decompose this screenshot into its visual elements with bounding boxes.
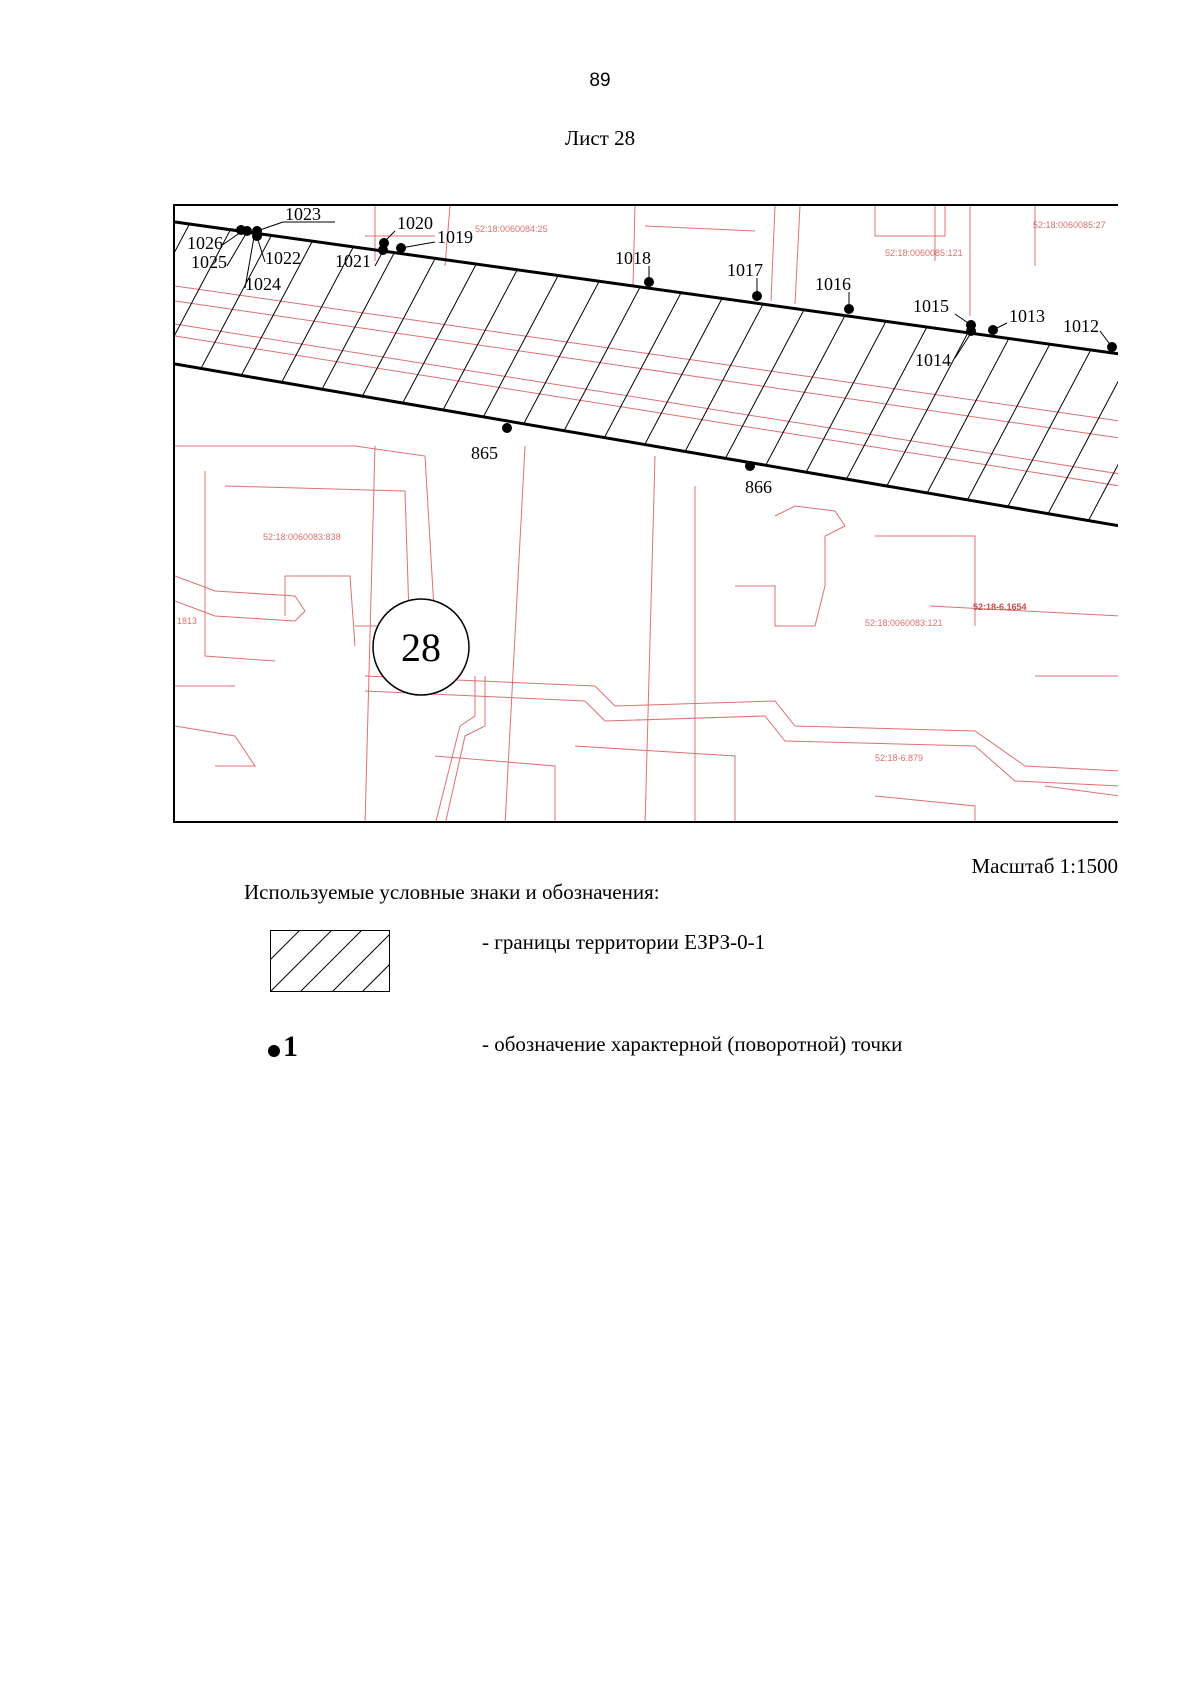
svg-text:865: 865	[471, 443, 498, 463]
svg-text:28: 28	[401, 625, 441, 670]
svg-text:1019: 1019	[437, 227, 473, 247]
hatch-line	[459, 206, 639, 546]
sheet-badge	[373, 599, 469, 695]
legend-point-text: - обозначение характерной (поворотной) точки	[482, 1032, 903, 1056]
legend-point-number: 1	[283, 1030, 298, 1063]
point-1014	[915, 333, 971, 370]
cadastral-label: 52:18-6.1654	[973, 602, 1027, 612]
legend-hatch-symbol	[270, 930, 390, 992]
map-canvas	[175, 206, 1118, 823]
point-1020	[379, 213, 433, 248]
hatch-line	[503, 206, 683, 546]
svg-text:866: 866	[745, 477, 772, 497]
boundary-points	[187, 206, 1117, 497]
map-frame	[173, 204, 1118, 823]
svg-text:1023: 1023	[285, 206, 321, 224]
svg-text:1020: 1020	[397, 213, 433, 233]
point-1023	[252, 206, 335, 236]
cadastral-label: 52:18:0060084:25	[475, 224, 548, 234]
svg-text:1022: 1022	[265, 248, 301, 268]
point-1018	[615, 248, 654, 287]
legend-title: Используемые условные знаки и обозначения:	[244, 880, 660, 904]
point-1013	[988, 306, 1045, 335]
legend-point-symbol	[268, 1030, 298, 1064]
hatch-line	[1031, 206, 1118, 546]
map-scale: Масштаб 1:1500	[971, 854, 1118, 878]
legend-hatch-text: - границы территории ЕЗРЗ-0-1	[482, 930, 766, 954]
svg-text:1026: 1026	[187, 233, 223, 253]
cadastral-label: 52:18-6.879	[875, 753, 924, 763]
point-1017	[727, 260, 763, 301]
svg-text:1021: 1021	[335, 251, 371, 271]
cadastral-label: 52:18:0060083:838	[263, 532, 341, 542]
svg-text:1014: 1014	[915, 350, 951, 370]
hatch-line	[635, 206, 815, 546]
svg-text:1015: 1015	[913, 296, 949, 316]
svg-text:1016: 1016	[815, 274, 851, 294]
svg-text:1018: 1018	[615, 248, 651, 268]
hatch-line	[371, 206, 551, 546]
svg-text:1017: 1017	[727, 260, 763, 280]
cadastral-lines	[175, 206, 1118, 823]
point-865	[471, 423, 512, 463]
cadastral-label: 52:18:0060085:27	[1033, 220, 1106, 230]
hatch-line	[415, 206, 595, 546]
point-dot-icon	[268, 1045, 280, 1057]
svg-text:1025: 1025	[191, 252, 227, 272]
svg-text:1012: 1012	[1063, 316, 1099, 336]
cadastral-label: 1813	[177, 616, 198, 626]
cadastral-labels	[177, 220, 1106, 763]
page-number: 89	[589, 70, 611, 91]
cadastral-label: 52:18:0060085:121	[885, 248, 963, 258]
svg-text:1024: 1024	[245, 274, 281, 294]
hatch-line	[987, 206, 1118, 546]
sheet-title: Лист 28	[564, 126, 636, 150]
hatch-line	[943, 206, 1118, 546]
point-1016	[815, 274, 854, 314]
svg-text:1013: 1013	[1009, 306, 1045, 326]
hatch-line	[1075, 206, 1118, 546]
cadastral-label: 52:18:0060083:121	[865, 618, 943, 628]
